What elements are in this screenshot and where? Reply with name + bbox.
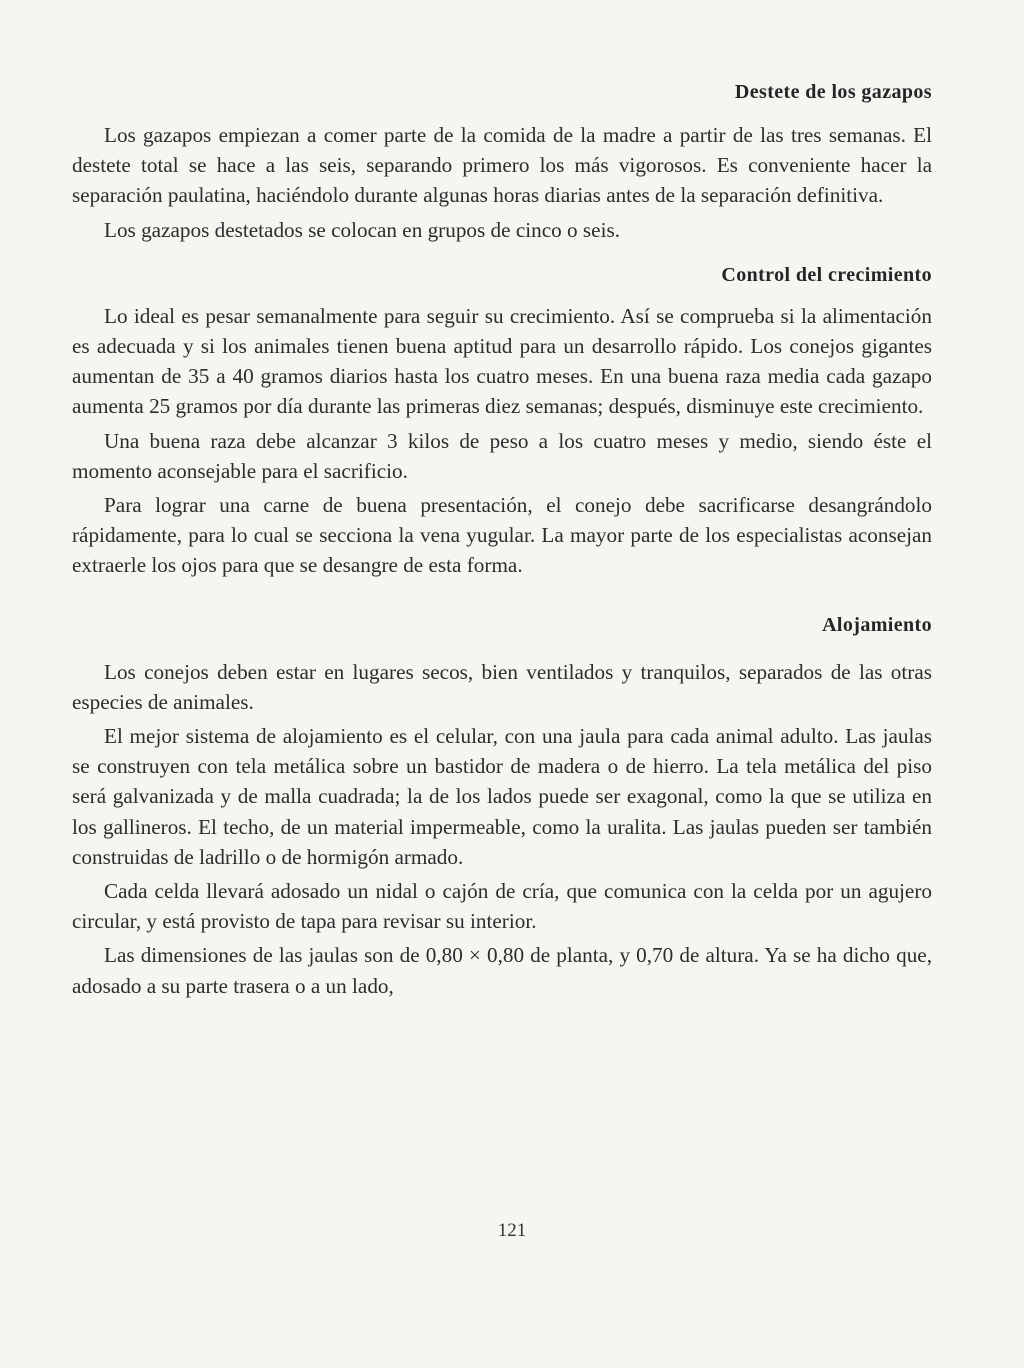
section-control-crecimiento — [72, 261, 932, 581]
section-destete — [72, 78, 932, 245]
section-heading-alojamiento: Alojamiento — [822, 613, 932, 636]
paragraph: Lo ideal es pesar semanalmente para seguir su crecimiento. Así se comprueba si la alimentación es adecuada y si los animales tienen buena aptitud para un desarrollo rápido. Los conejos gigantes aumentan de 35 a 40 gramos diarios hasta los cuatro meses. En una buena raza media cada gazapo aumenta 25 gramos por día durante las primeras diez semanas; después, disminuye este crecimiento. — [72, 303, 932, 419]
section-heading-control: Control del crecimiento — [721, 263, 932, 286]
page-body — [72, 78, 932, 1005]
paragraph: Los gazapos destetados se colocan en grupos de cinco o seis. — [104, 217, 621, 242]
paragraph: El mejor sistema de alojamiento es el celular, con una jaula para cada animal adulto. Las jaulas se construyen con tela metálica sobre un bastidor de madera o de hierro. La tela metálica del piso será galvanizada y de malla cuadrada; la de los lados puede ser exagonal, como la que se utiliza en los gallineros. El techo, de un material impermeable, como la uralita. Las jaulas pueden ser también construidas de ladrillo o de hormigón armado. — [72, 724, 932, 869]
paragraph: Los gazapos empiezan a comer parte de la comida de la madre a partir de las tres semanas. El destete total se hace a las seis, separando primero los más vigorosos. Es conveniente hacer la separación paulatina, haciéndolo durante algunas horas diarias antes de la separación definitiva. — [72, 123, 932, 208]
paragraph: Para lograr una carne de buena presentación, el conejo debe sacrificarse desangrándolo rápidamente, para lo cual se secciona la vena yugular. La mayor parte de los especialistas aconsejan extraerle los ojos para que se desangre de esta forma. — [72, 493, 932, 578]
section-heading-destete: Destete de los gazapos — [734, 81, 932, 103]
paragraph: Las dimensiones de las jaulas son de 0,80 × 0,80 de planta, y 0,70 de altura. Ya se ha dicho que, adosado a su parte trasera o a un lado, — [72, 943, 932, 998]
section-alojamiento — [72, 611, 932, 1001]
page-number: 121 — [497, 1220, 527, 1241]
paragraph: Los conejos deben estar en lugares secos, bien ventilados y tranquilos, separados de las otras especies de animales. — [72, 659, 932, 714]
paragraph: Una buena raza debe alcanzar 3 kilos de peso a los cuatro meses y medio, siendo éste el momento aconsejable para el sacrificio. — [72, 428, 932, 483]
paragraph: Cada celda llevará adosado un nidal o cajón de cría, que comunica con la celda por un agujero circular, y está provisto de tapa para revisar su interior. — [72, 879, 932, 934]
